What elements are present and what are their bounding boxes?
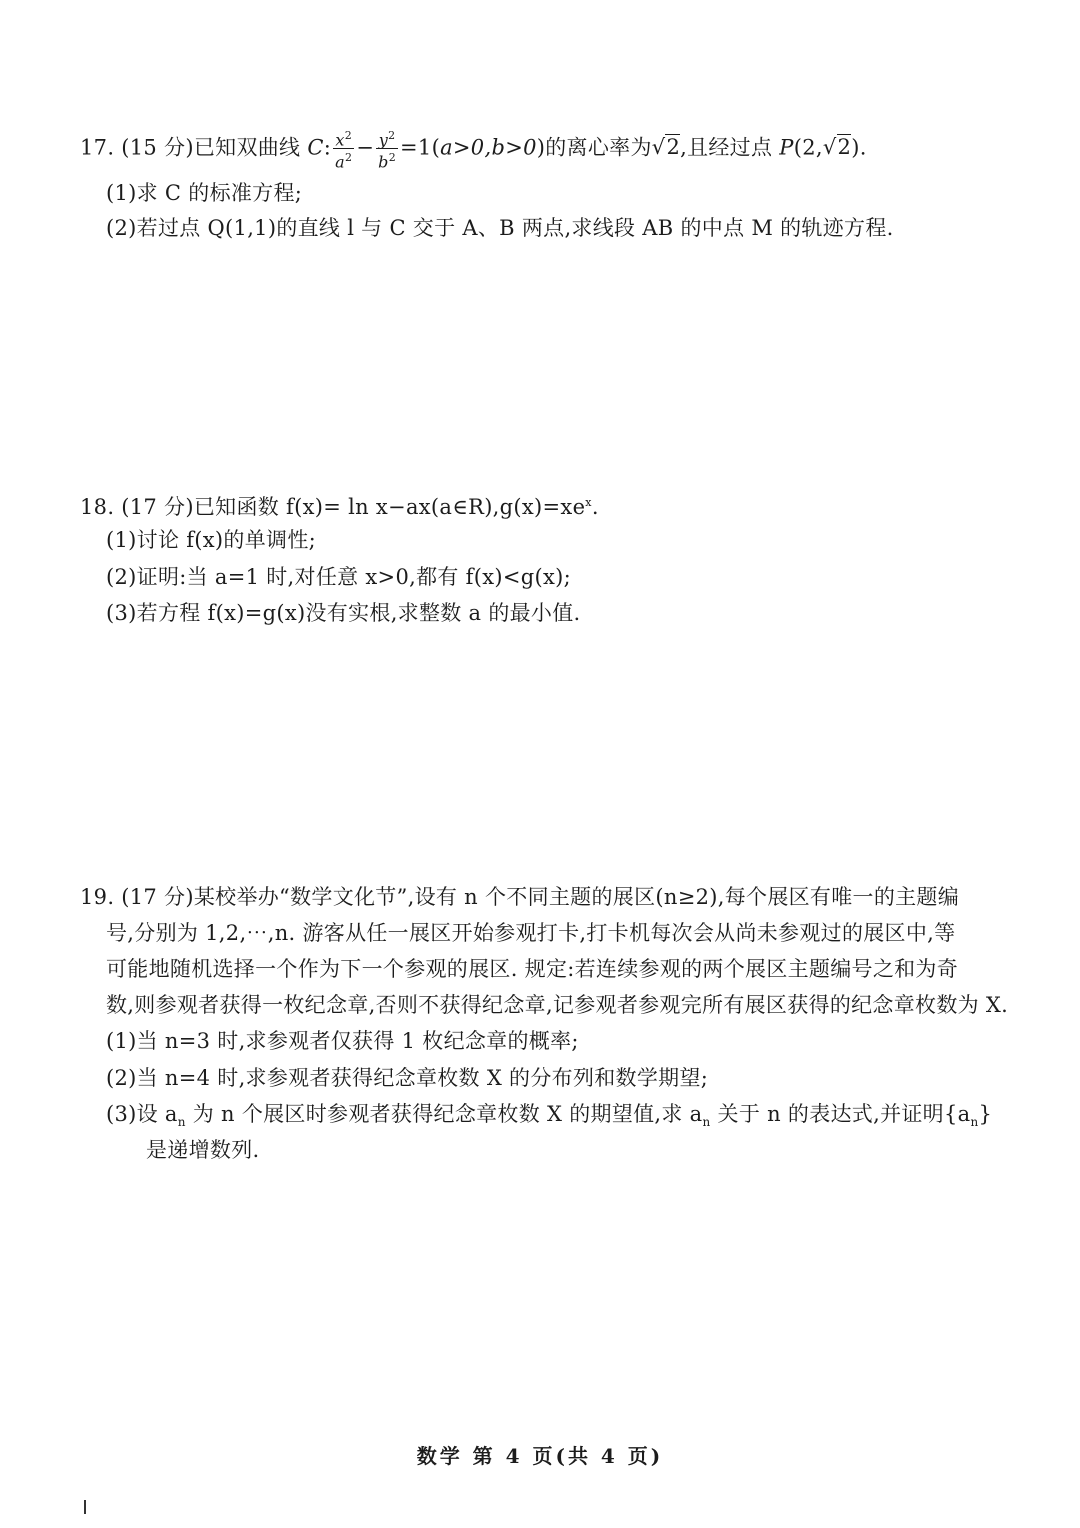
q18-stem-sup: x [585,496,592,509]
q18-stem-text: 18. (17 分)已知函数 f(x)= ln x−ax(a∈R),g(x)=xe [80,495,586,519]
q17-frac-y-num: y [378,130,389,150]
q19-part3-line2: 是递增数列. [146,1138,260,1162]
q17-frac-y-den-sq: 2 [388,151,397,165]
q19-part3-sub1: n [177,1115,186,1130]
q17-sqrt2 [823,132,851,162]
q17-sqrt1 [652,132,680,162]
q17-via: ,且经过点 [680,135,780,160]
q19-line1: 19. (17 分)某校举办“数学文化节”,设有 n 个不同主题的展区(n≥2),每个展区有唯一的主题编 [80,885,960,909]
q17-stem [80,127,867,171]
q18-part3: (3)若方程 f(x)=g(x)没有实根,求整数 a 的最小值. [106,601,581,625]
q19-part3-sub2: n [702,1115,711,1130]
q17-curve: C [307,135,324,160]
q17-cond: a>0,b>0 [440,135,537,160]
q19-part2: (2)当 n=4 时,求参观者获得纪念章枚数 X 的分布列和数学期望; [106,1066,709,1090]
q19-line4: 数,则参观者获得一枚纪念章,否则不获得纪念章,记参观者参观完所有展区获得的纪念章枚数为 X. [106,993,1009,1017]
q17-sqrt2-val: 2 [837,135,852,160]
q17-point-close: ). [851,135,867,160]
q17-point-open: (2, [793,135,823,160]
page-footer: 数学 第 4 页(共 4 页) [416,1444,664,1468]
q17-frac-x [333,127,354,171]
q17-eq-close: )的离心率为 [536,135,652,160]
q17-frac-y-den: b [378,152,389,172]
q17-frac-x-den-sq: 2 [344,151,353,165]
q17-stem-pre: 17. (15 分)已知双曲线 [80,135,308,160]
q19-line2: 号,分别为 1,2,⋯,n. 游客从任一展区开始参观打卡,打卡机每次会从尚未参观过的展区中,等 [106,921,956,945]
q17-sqrt1-val: 2 [666,135,681,160]
q19-part1: (1)当 n=3 时,求参观者仅获得 1 枚纪念章的概率; [106,1029,579,1053]
q17-minus: − [356,135,375,160]
q19-part3-sub3: n [970,1115,979,1130]
q17-part1: (1)求 C 的标准方程; [106,181,303,205]
q19-part3-a: (3)设 a [106,1102,178,1126]
q17-part2: (2)若过点 Q(1,1)的直线 l 与 C 交于 A、B 两点,求线段 AB 的中点 M 的轨迹方程. [106,216,894,240]
q19-line3: 可能地随机选择一个作为下一个参观的展区. 规定:若连续参观的两个展区主题编号之和为奇 [106,957,959,981]
q18-part1: (1)讨论 f(x)的单调性; [106,528,316,552]
q19-part3-b: 为 n 个展区时参观者获得纪念章枚数 X 的期望值,求 a [185,1102,703,1126]
q17-sqrt1-sym: √ [651,135,666,160]
q18-stem [80,488,599,522]
scan-mark [84,1500,86,1514]
q17-eq1: =1( [400,135,441,160]
q17-frac-y-num-sq: 2 [388,129,396,142]
q17-frac-x-num: x [335,130,345,150]
q17-point: P [779,135,794,160]
q19-part3-d: } [978,1102,993,1126]
q18-stem-end: . [591,495,599,519]
q17-sqrt2-sym: √ [822,135,837,160]
q17-frac-x-num-sq: 2 [344,129,352,142]
q17-frac-y [376,127,398,171]
q18-part2: (2)证明:当 a=1 时,对任意 x>0,都有 f(x)<g(x); [106,565,571,589]
q19-part3-c: 关于 n 的表达式,并证明{a [710,1102,971,1126]
q19-part3 [106,1099,992,1137]
q17-frac-x-den: a [335,152,345,172]
q17-colon: : [323,135,332,160]
